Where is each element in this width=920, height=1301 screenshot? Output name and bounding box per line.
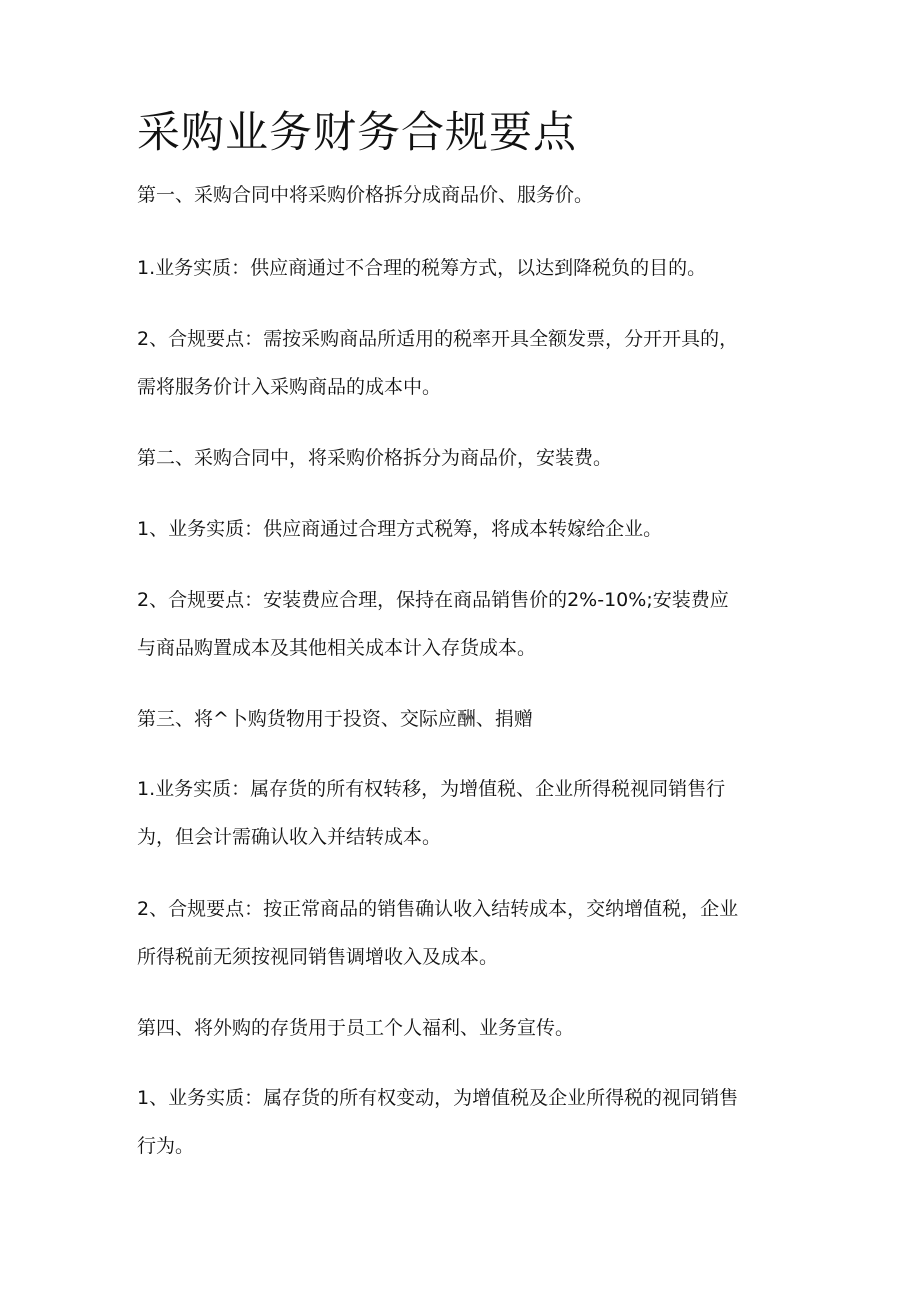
paragraph-line: 行为。: [137, 1135, 195, 1158]
paragraph-line: 为，但会计需确认收入并结转成本。: [137, 826, 442, 849]
paragraph-line: 需将服务价计入采购商品的成本中。: [137, 376, 442, 399]
paragraph: [137, 327, 787, 400]
paragraph-line: 1、业务实质：属存货的所有权变动，为增值税及企业所得税的视同销售: [137, 1087, 739, 1109]
paragraph: [137, 517, 787, 542]
paragraph-line: 2、合规要点：需按采购商品所适用的税率开具全额发票，分开开具的，: [137, 328, 739, 350]
paragraph-line: 第一、采购合同中将采购价格拆分成商品价、服务价。: [137, 184, 594, 206]
paragraph-line: 1.业务实质：属存货的所有权转移，为增值税、企业所得税视同销售行: [137, 778, 726, 800]
paragraph-line: 1、业务实质：供应商通过合理方式税筹，将成本转嫁给企业。: [137, 518, 663, 540]
paragraph: [137, 588, 787, 661]
paragraph: [137, 707, 787, 732]
paragraph-line: 2、合规要点：安装费应合理，保持在商品销售价的2%-10%;安装费应: [137, 589, 729, 611]
paragraph: [137, 256, 787, 281]
paragraph-line: 1.业务实质：供应商通过不合理的税筹方式，以达到降税负的目的。: [137, 257, 707, 279]
paragraph: [137, 446, 787, 471]
paragraph-line: 第四、将外购的存货用于员工个人福利、业务宣传。: [137, 1017, 575, 1039]
paragraph: [137, 1086, 787, 1159]
paragraph-line: 2、合规要点：按正常商品的销售确认收入结转成本，交纳增值税，企业: [137, 898, 739, 920]
paragraph-line: 所得税前无须按视同销售调增收入及成本。: [137, 946, 499, 969]
paragraph-line: 第三、将^卜购货物用于投资、交际应酬、捐赠: [137, 708, 533, 730]
document-title: 采购业务财务合规要点: [137, 108, 577, 158]
paragraph-line: 与商品购置成本及其他相关成本计入存货成本。: [137, 637, 537, 660]
paragraph: [137, 1016, 787, 1041]
paragraph: [137, 183, 787, 208]
paragraph-line: 第二、采购合同中，将采购价格拆分为商品价，安装费。: [137, 447, 613, 469]
paragraph: [137, 897, 787, 970]
paragraph: [137, 777, 787, 850]
